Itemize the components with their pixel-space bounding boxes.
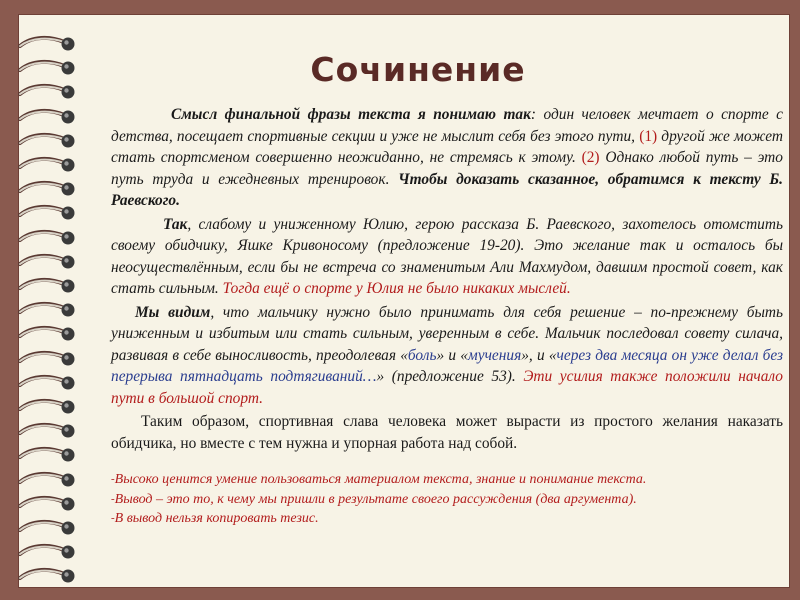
spiral-ring-icon [18, 153, 96, 175]
spiral-ring-icon [18, 298, 96, 320]
argument-1-text: , слабому и униженному Юлию, герою рассказа Б. Раевского, захотелось отомстить своему обидчику, Яшке Кривоносому (предложение 19-20). Это желание так и осталось бы неосуществлённым, если бы не встреча со знаменитым Али Махмудом, давшим простой совет, как стать сильным. [111, 215, 783, 297]
marker-2: (2) [581, 149, 600, 166]
quote-pain: боль [407, 346, 437, 364]
marker-1: (1) [639, 127, 658, 145]
spiral-ring-icon [18, 250, 96, 272]
paragraph-conclusion [111, 411, 783, 454]
spiral-ring-icon [18, 492, 96, 514]
argument-2-conclusion: Эти усилия также положили начало пути в большой спорт. [111, 368, 783, 407]
quote-torment: мучения [467, 346, 522, 364]
spiral-ring-icon [18, 443, 96, 465]
note-item [111, 470, 783, 490]
thesis-text-2: другой же может стать спортсменом совершенно неожиданно, не стремясь к этому. [111, 127, 784, 166]
spiral-ring-icon [18, 395, 96, 417]
spiral-ring-icon [18, 322, 96, 344]
spiral-ring-icon [18, 468, 96, 490]
spiral-ring-icon [18, 540, 96, 562]
note-text: Вывод – это то, к чему мы пришли в результате своего рассуждения (два аргумента). [114, 491, 637, 507]
spiral-ring-icon [18, 274, 96, 296]
spiral-ring-icon [18, 32, 96, 54]
note-text: В вывод нельзя копировать тезис. [114, 511, 319, 526]
argument-2-text: , что мальчику нужно было принимать для себя решение – по-прежнему быть униженным и избитым или стать сильным, уверенным в себе. Мальчик последовал совету силача, развивая в себе выносливость, преодолевая « [111, 303, 783, 364]
paragraph-thesis [111, 104, 783, 212]
spiral-ring-icon [18, 371, 96, 393]
essay-body [111, 104, 783, 529]
argument-2-ref: » (предложение 53). [376, 368, 524, 385]
thesis-text-3: Однако любой путь – это путь труда и ежедневных тренировок. [111, 149, 783, 188]
spiral-ring-icon [18, 419, 96, 441]
note-marker: - [111, 512, 115, 524]
spiral-ring-icon [18, 56, 96, 78]
note-text: Высоко ценится умение пользоваться материалом текста, знание и понимание текста. [114, 472, 647, 487]
spiral-ring-icon [18, 516, 96, 538]
quote-sep-2: », и « [521, 346, 557, 364]
spiral-ring-icon [18, 347, 96, 369]
note-marker: - [111, 473, 115, 485]
notebook-page [18, 14, 790, 588]
spiral-binding [18, 32, 98, 592]
spiral-ring-icon [18, 80, 96, 102]
argument-2-lead: Мы видим [135, 303, 211, 321]
note-marker: - [111, 492, 115, 505]
spiral-ring-icon [18, 201, 96, 223]
page-title: Сочинение [310, 50, 526, 89]
quote-pullups: через два месяца он уже делал без перерыва пятнадцать подтягиваний… [111, 346, 783, 385]
conclusion-text: Таким образом, спортивная слава человека может вырасти из простого желания наказать обидчика, но вместе с тем нужна и упорная работа над собой. [111, 413, 783, 452]
paragraph-argument-1 [111, 214, 783, 300]
paragraph-argument-2 [111, 302, 783, 410]
spiral-ring-icon [18, 129, 96, 151]
argument-1-conclusion: Тогда ещё о спорте у Юлия не было никаких мыслей. [222, 280, 571, 297]
spiral-ring-icon [18, 226, 96, 248]
spiral-ring-icon [18, 564, 96, 586]
thesis-lead: Смысл финальной фразы текста я понимаю так [171, 106, 531, 123]
note-item [111, 509, 783, 529]
quote-sep-1: » и « [436, 346, 468, 364]
notes-list [111, 470, 783, 529]
transition-sentence: Чтобы доказать сказанное, обратимся к тексту Б. Раевского. [111, 170, 783, 209]
note-item [111, 490, 783, 510]
argument-1-lead: Так [163, 215, 188, 233]
spiral-ring-icon [18, 105, 96, 127]
thesis-text: : один человек мечтает о спорте с детства, посещает спортивные секции и уже не мыслит себя без этого пути, [111, 106, 783, 145]
spiral-ring-icon [18, 177, 96, 199]
